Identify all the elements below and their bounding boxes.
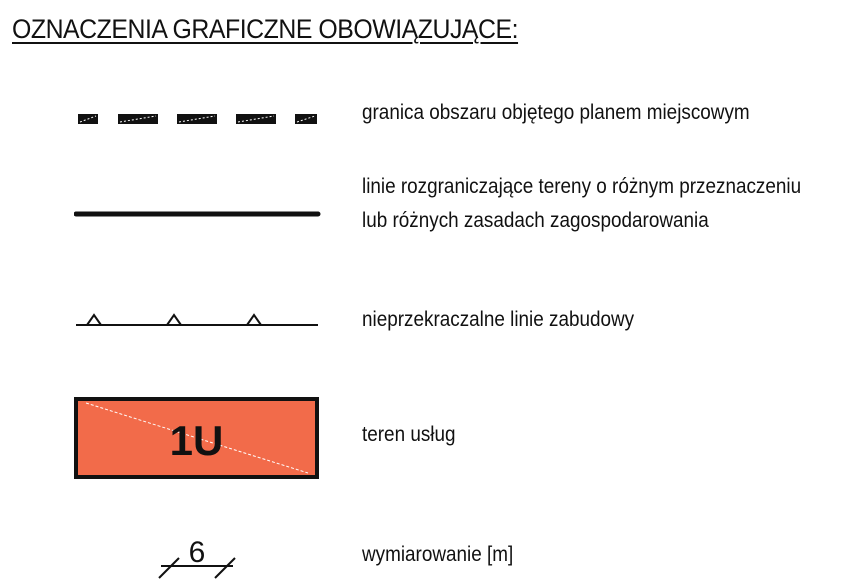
legend-label-service-zone: teren usług xyxy=(362,423,456,446)
legend-label-dividing-lines-line2: lub różnych zasadach zagospodarowania xyxy=(362,209,709,232)
zone-code: 1U xyxy=(169,417,224,464)
legend-label-dividing-lines-line1: linie rozgraniczające tereny o różnym przeznaczeniu xyxy=(362,175,802,198)
legend-title: OZNACZENIA GRAFICZNE OBOWIĄZUJĄCE: xyxy=(12,14,519,44)
dimension-symbol xyxy=(155,534,240,582)
legend-label-dimension: wymiarowanie [m] xyxy=(362,543,514,566)
solid-line-symbol xyxy=(74,208,324,220)
service-zone-symbol xyxy=(74,397,319,479)
legend-label-boundary: granica obszaru objętego planem miejscowym xyxy=(362,101,750,124)
legend-label-building-line: nieprzekraczalne linie zabudowy xyxy=(362,308,635,331)
building-line-symbol xyxy=(74,308,324,330)
dimension-value: 6 xyxy=(188,536,206,569)
legend-label-dividing-lines xyxy=(362,170,801,238)
dashed-boundary-symbol xyxy=(74,112,324,128)
